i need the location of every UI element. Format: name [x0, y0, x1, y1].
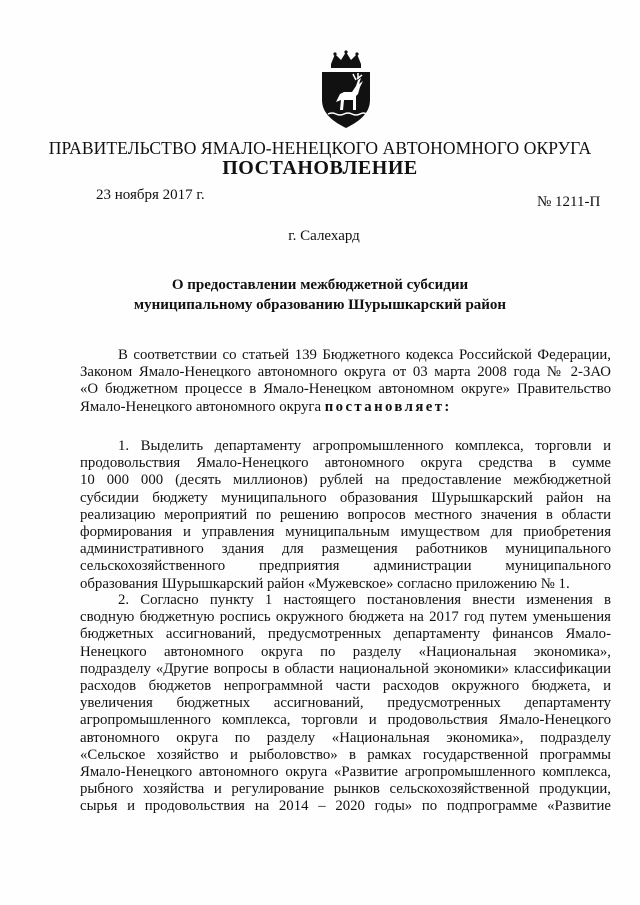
text-line — [80, 399, 611, 416]
document-date: 23 ноября 2017 г. — [96, 187, 205, 203]
text-line: подразделу «Другие вопросы в области национальной экономики» классификации — [80, 660, 611, 677]
item-1-paragraph — [80, 438, 611, 593]
text-fragment: Ямало-Ненецкого автономного округа — [80, 398, 325, 415]
title-line: О предоставлении межбюджетной субсидии — [171, 277, 469, 293]
text-line: сельскохозяйственного предприятия администрации муниципального — [80, 558, 611, 575]
organization-name: ПРАВИТЕЛЬСТВО ЯМАЛО-НЕНЕЦКОГО АВТОНОМНОГО ОКРУГА — [48, 138, 592, 158]
operative-word: постановляет: — [324, 398, 452, 415]
text-line: субсидии бюджету муниципального образования Шурышкарский район на — [80, 489, 611, 506]
preamble-paragraph — [80, 347, 611, 416]
text-line: формирования и управления муниципальным имуществом для приобретения — [80, 523, 611, 540]
document-type: ПОСТАНОВЛЕНИЕ — [222, 157, 418, 179]
item-2-paragraph — [80, 592, 611, 815]
document-title — [0, 275, 640, 315]
text-line: административного здания для размещения работников муниципального — [80, 541, 611, 558]
document-city: г. Салехард — [288, 228, 360, 244]
text-line: Ненецкого автономного округа по разделу «Национальная экономика», — [80, 643, 611, 660]
text-line: реализацию мероприятий по решению вопросов местного значения в области — [80, 506, 611, 523]
text-line: Законом Ямало-Ненецкого автономного округа от 03 марта 2008 года № 2-ЗАО — [80, 364, 611, 381]
text-line: 10 000 000 (десять миллионов) рублей на предоставление межбюджетной — [80, 472, 611, 489]
text-line: увеличения бюджетных ассигнований, предусмотренных департаменту — [80, 695, 611, 712]
text-line: бюджетных ассигнований, предусмотренных департаменту финансов Ямало- — [80, 626, 611, 643]
text-line: «Сельское хозяйство и рыболовство» в рамках государственной программы — [80, 746, 611, 763]
text-line: 1. Выделить департаменту агропромышленного комплекса, торговли и — [118, 438, 611, 454]
text-line: Ямало-Ненецкого автономного округа «Развитие агропромышленного комплекса, — [80, 763, 611, 780]
document-number: № 1211-П — [537, 194, 601, 210]
text-line: В соответствии со статьей 139 Бюджетного кодекса Российской Федерации, — [118, 347, 611, 363]
text-line: сводную бюджетную роспись окружного бюджета на 2017 год путем уменьшения — [80, 609, 611, 626]
text-line: расходов бюджетов непрограммной части расходов окружного бюджета, и — [80, 677, 611, 694]
coat-of-arms-icon — [314, 50, 378, 130]
text-line: 2. Согласно пункту 1 настоящего постановления внести изменения в — [118, 592, 611, 608]
title-line: муниципальному образованию Шурышкарский район — [133, 297, 507, 313]
text-line: агропромышленного комплекса, торговли и продовольствия Ямало-Ненецкого — [80, 712, 611, 729]
text-line: рыбного хозяйства и регулирование рынков сельскохозяйственной продукции, — [80, 781, 611, 798]
text-line: автономного округа по разделу «Национальная экономика», подразделу — [80, 729, 611, 746]
text-line: продовольствия Ямало-Ненецкого автономного округа средства в сумме — [80, 455, 611, 472]
text-line: сырья и продовольствия на 2014 – 2020 годы» по подпрограмме «Развитие — [80, 798, 611, 815]
text-line: образования Шурышкарский район «Мужевское» согласно приложению № 1. — [80, 575, 570, 592]
text-line: «О бюджетном процессе в Ямало-Ненецком автономном округе» Правительство — [80, 381, 611, 398]
